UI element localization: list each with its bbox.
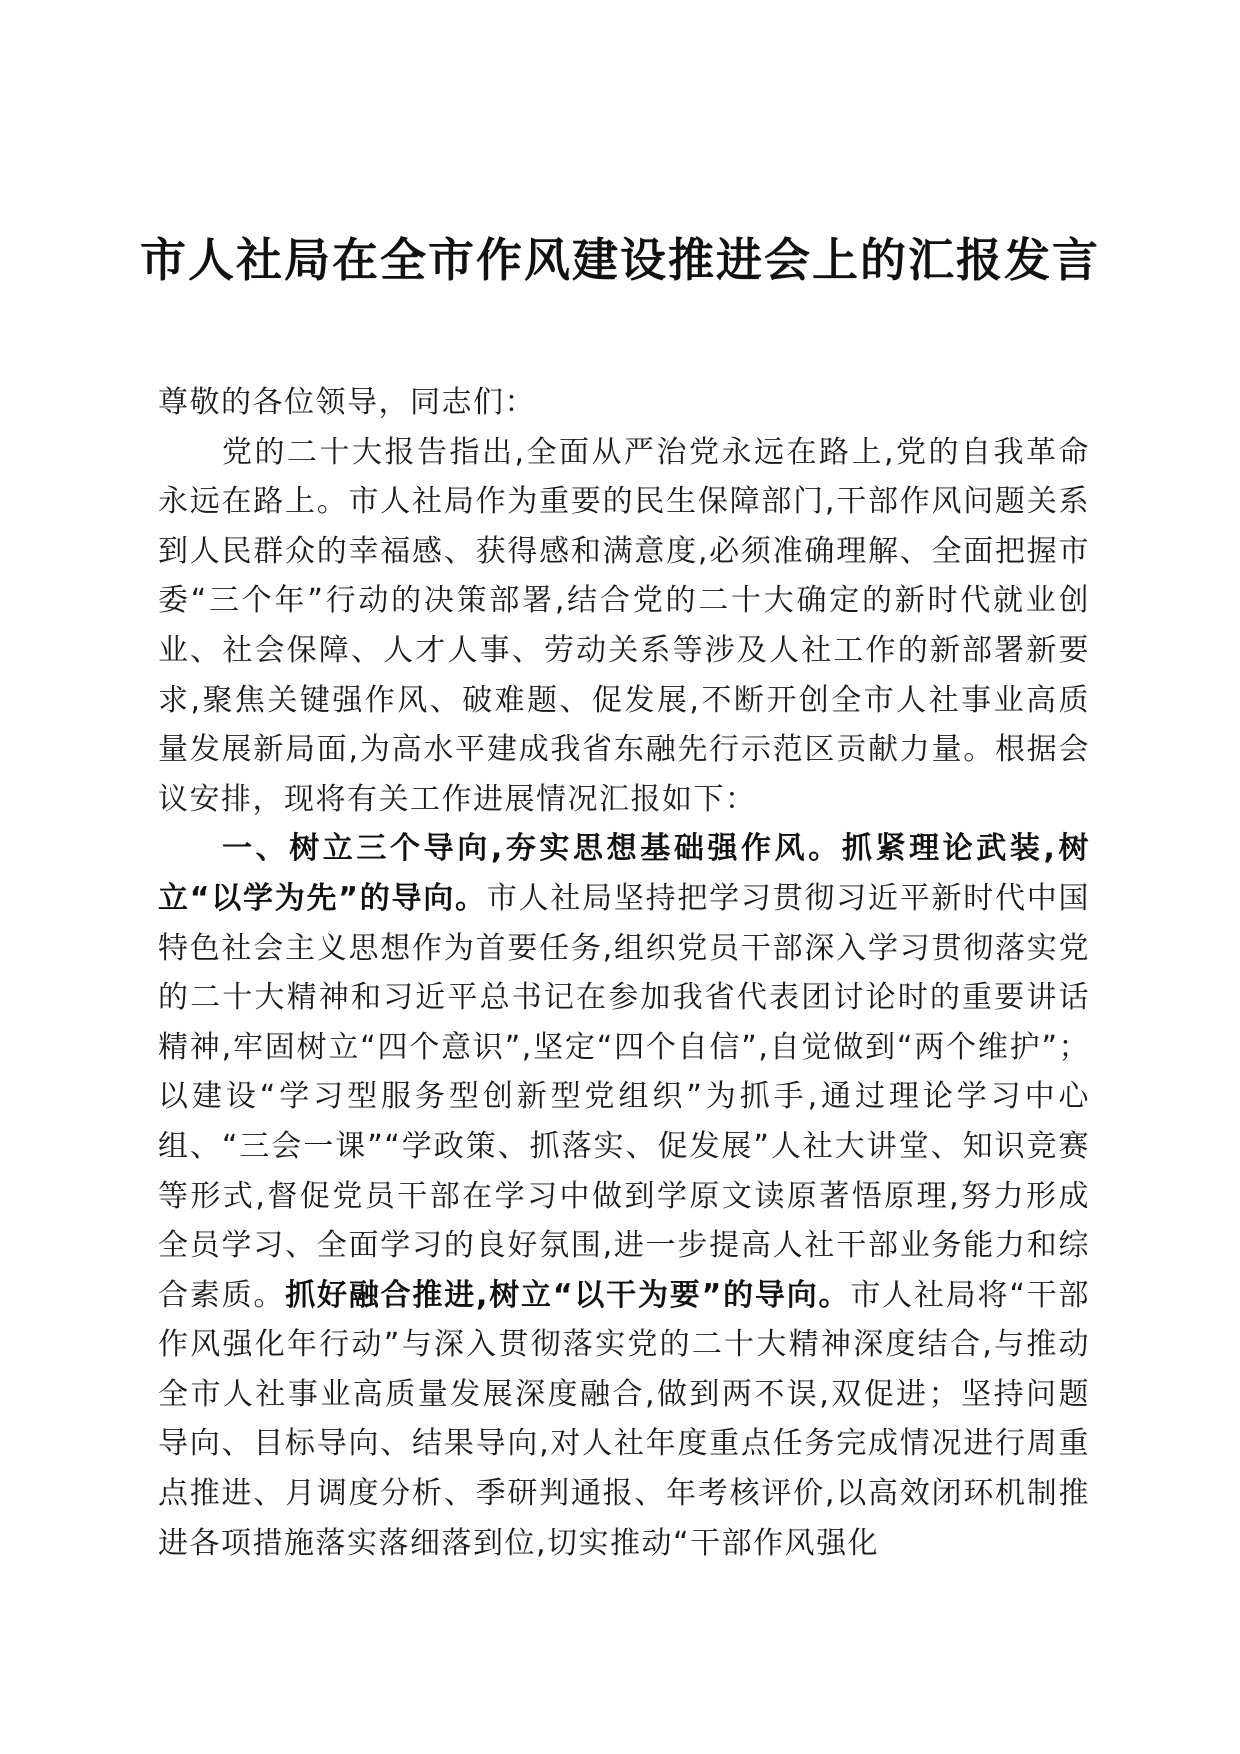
point-two-text: 市人社局将“干部作风强化年行动”与深入贯彻落实党的二十大精神深度结合,与推动全市人社事业高质量发展深度融合,做到两不误,双促进；坚持问题导向、目标导向、结果导向,对人社年度重点任务完成情况进行周重点推进、月调度分析、季研判通报、年考核评价,以高效闭环机制推进各项措施落实落细落到位,切实推动“干部作风强化 [158,1277,1090,1561]
salutation: 尊敬的各位领导，同志们： [158,385,536,420]
section-one-heading: 一、树立三个导向,夯实思想基础强作风。 [222,831,842,867]
point-one-heading: 抓紧理论武装,树立“以学为先”的导向。 [158,831,1090,916]
document-title: 市人社局在全市作风建设推进会上的汇报发言 [140,233,1100,287]
point-one-text: 市人社局坚持把学习贯彻习近平新时代中国特色社会主义思想作为首要任务,组织党员干部深入学习贯彻落实党的二十大精神和习近平总书记在参加我省代表团讨论时的重要讲话精神,牢固树立“四个意识”,坚定“四个自信”,自觉做到“两个维护”；以建设“学习型服务型创新型党组织”为抓手,通过理论学习中心组、“三会一课”“学政策、抓落实、促发展”人社大讲堂、知识竞赛等形式,督促党员干部在学习中做到学原文读原著悟原理,努力形成全员学习、全面学习的良好氛围,进一步提高人社干部业务能力和综合素质。 [158,880,1091,1313]
intro-paragraph: 党的二十大报告指出,全面从严治党永远在路上,党的自我革命永远在路上。市人社局作为重要的民生保障部门,干部作风问题关系到人民群众的幸福感、获得感和满意度,必须准确理解、全面把握市委“三个年”行动的决策部署,结合党的二十大确定的新时代就业创业、社会保障、人才人事、劳动关系等涉及人社工作的新部署新要求,聚焦关键强作风、破难题、促发展,不断开创全市人社事业高质量发展新局面,为高水平建成我省东融先行示范区贡献力量。根据会议安排，现将有关工作进展情况汇报如下： [158,434,1090,817]
point-two-heading: 抓好融合推进,树立“以干为要”的导向。 [285,1277,851,1313]
section-one-paragraph [158,824,1090,1568]
document-body [158,378,1090,1568]
